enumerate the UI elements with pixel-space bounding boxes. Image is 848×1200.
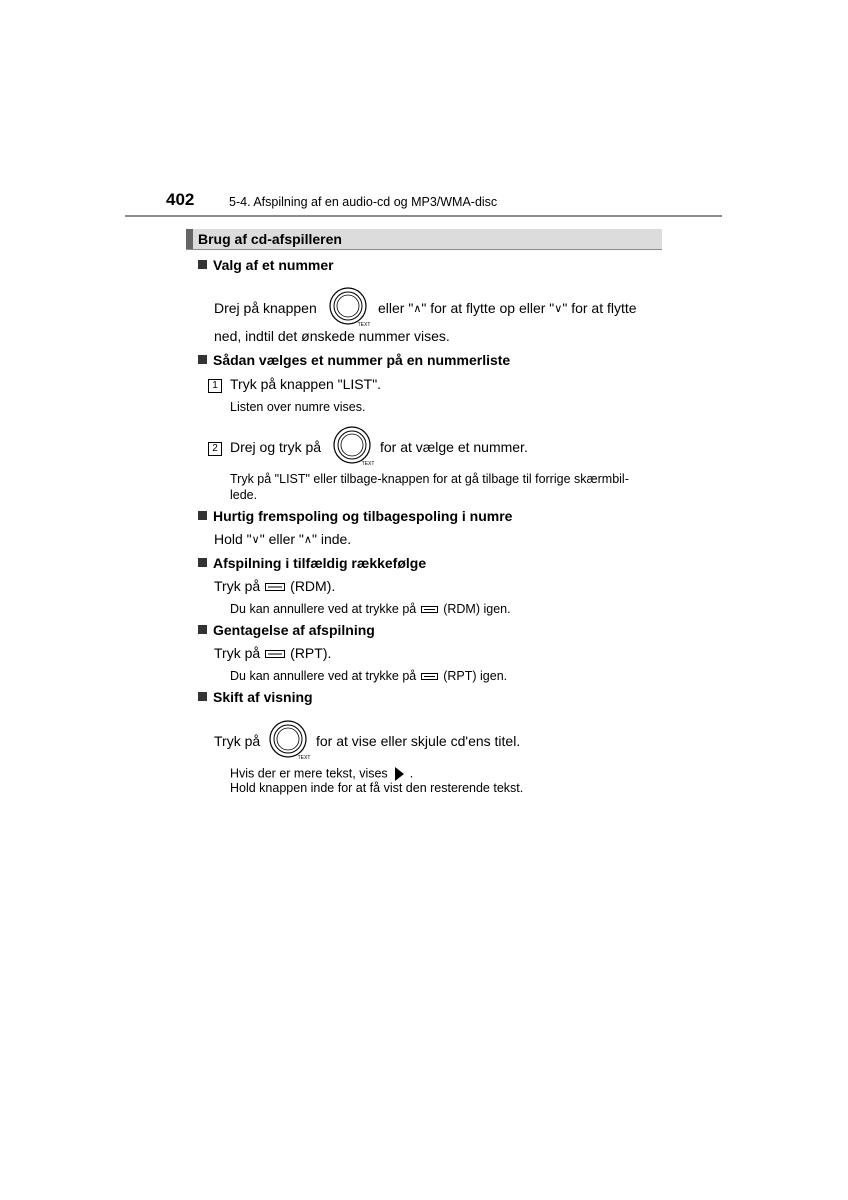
track-list-step2-rest: for at vælge et nummer. [380,439,528,455]
up-arrow-icon: ∧ [413,303,422,315]
bullet-square-icon [198,511,207,520]
fast-forward-text: Hold "∨" eller "∧" inde. [214,531,352,547]
knob-label: TEXT [361,461,375,467]
bullet-square-icon [198,692,207,701]
random-text: Tryk på (RDM). [214,578,336,594]
bullet-square-icon [198,625,207,634]
tune-knob-icon [332,425,376,467]
tune-knob-icon [328,286,372,328]
preset-button-icon [265,650,285,658]
bullet-square-icon [198,260,207,269]
chapter-title: 5-4. Afspilning af en audio-cd og MP3/WMA-disc [229,195,498,209]
repeat-text: Tryk på (RPT). [214,645,332,661]
header-rule [125,215,722,217]
step-number-box: 1 [208,379,222,393]
track-list-step2-note2: lede. [230,488,258,502]
repeat-note: Du kan annullere ved at trykke på (RPT) igen. [230,669,508,683]
select-track-line1-rest: eller "∧" for at flytte op eller "∨" for at flytte [378,300,637,316]
track-list-step1: 1 Tryk på knappen "LIST". [208,376,381,393]
preset-button-icon [265,583,285,591]
preset-button-icon [421,673,438,680]
display-note2: Hold knappen inde for at få vist den resterende tekst. [230,781,524,795]
random-note: Du kan annullere ved at trykke på (RDM) igen. [230,602,511,616]
track-list-step2-note1: Tryk på "LIST" eller tilbage-knappen for at gå tilbage til forrige skærmbil- [230,472,629,486]
up-arrow-icon: ∧ [303,534,312,546]
down-arrow-icon: ∨ [554,303,563,315]
track-list-step1-note: Listen over numre vises. [230,400,366,414]
display-note1: Hvis der er mere tekst, vises . [230,766,414,781]
section-title-bar [186,229,662,249]
select-track-line2: ned, indtil det ønskede nummer vises. [214,328,450,344]
step-number-box: 2 [208,442,222,456]
bullet-square-icon [198,558,207,567]
select-track-line1: Drej på knappen [214,300,317,316]
heading-repeat: Gentagelse af afspilning [198,622,375,638]
section-title: Brug af cd-afspilleren [198,231,342,247]
knob-label: TEXT [297,755,311,761]
bullet-square-icon [198,355,207,364]
down-arrow-icon: ∨ [251,534,260,546]
track-list-step2: 2 Drej og tryk på [208,439,321,456]
page-number: 402 [166,190,195,209]
section-underline [186,249,662,250]
preset-button-icon [421,606,438,613]
play-triangle-icon [393,766,405,782]
heading-fast-forward: Hurtig fremspoling og tilbagespoling i numre [198,508,512,524]
knob-label: TEXT [357,322,371,328]
heading-display: Skift af visning [198,689,313,705]
display-text-rest: for at vise eller skjule cd'ens titel. [316,733,521,749]
heading-track-list: Sådan vælges et nummer på en nummerliste [198,352,510,368]
heading-select-track: Valg af et nummer [198,257,334,273]
tune-knob-icon [268,719,312,761]
display-text: Tryk på [214,733,261,749]
heading-random: Afspilning i tilfældig rækkefølge [198,555,426,571]
